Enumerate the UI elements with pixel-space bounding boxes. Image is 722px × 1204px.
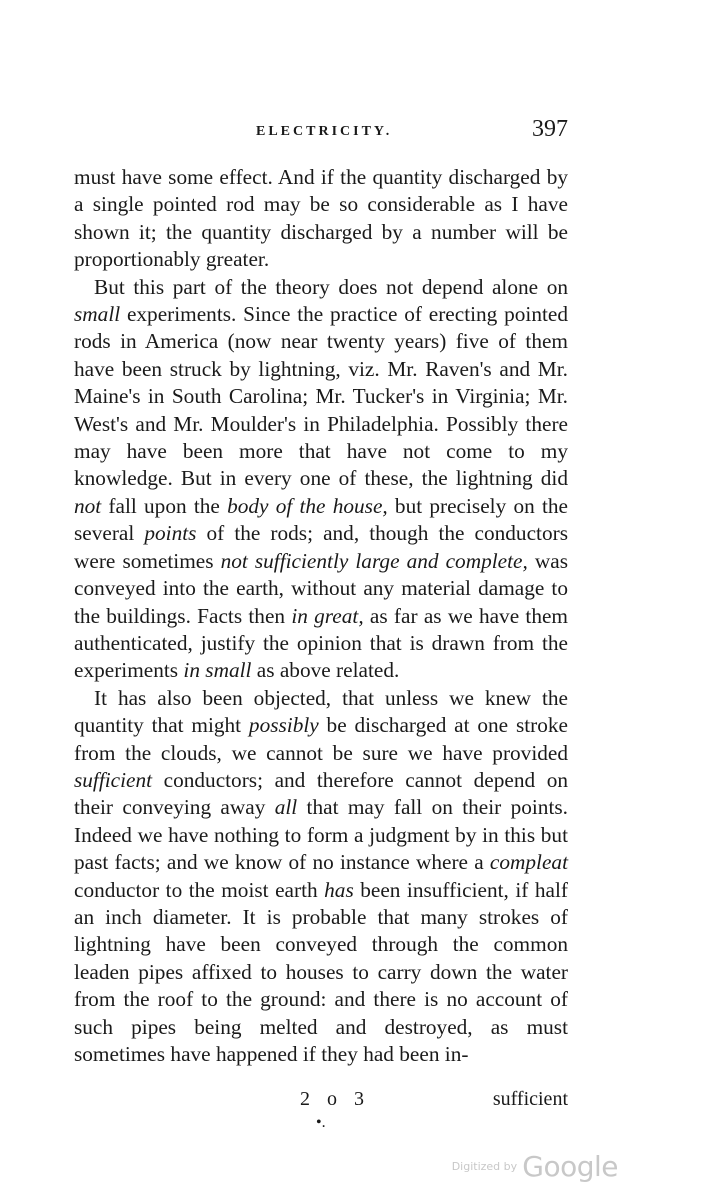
text-run: conductors; and therefore cannot depend on their conveying away [74,767,568,820]
digitized-watermark [452,1150,618,1183]
google-logo: Google [522,1150,618,1183]
text-run: been insufficient, if half an inch diameter. It is probable that many strokes of lightning have been conveyed through the common leaden pipes affixed to houses to carry down the water from the roof to the ground: and there is no account of such pipes being melted and destroyed, as must sometimes have happened if they had been in- [74,877,568,1066]
italic-run: in small [183,658,252,683]
italic-run: small [74,302,121,327]
italic-run: has [324,877,354,902]
printer-dot-mark: •. [316,1114,326,1131]
italic-run: possibly [248,713,319,738]
text-run: fall upon the [101,493,228,518]
paragraph [74,164,568,274]
italic-run: points [144,521,197,546]
text-run: But this part of the theory does not depend alone on [94,274,568,299]
text-run: as far as we have them authenticated, justify the opinion that is drawn from the experiments [74,603,568,683]
text-run: conductor to the moist earth [74,877,325,902]
signature-mark: 2 o 3 [300,1088,370,1110]
italic-run: body of the house, [227,493,388,518]
italic-run: not [74,493,102,518]
text-run: It has also been objected, that unless we knew the quantity that might [74,685,568,738]
paragraph [74,274,568,685]
text-run: was conveyed into the earth, without any material damage to the buildings. Facts then [74,548,568,628]
catchword: sufficient [492,1088,568,1110]
text-run: as above related. [251,658,400,683]
watermark-prefix: Digitized by [451,1160,518,1173]
paragraph [74,685,568,1069]
text-run: of the rods; and, though the conductors were sometimes [74,521,568,573]
text-run: must have some effect. And if the quantity discharged by a single pointed rod may be so considerable as I have shown it; the quantity discharged by a number will be proportionably greater. [74,165,568,272]
text-run: experiments. Since the practice of erecting pointed rods in America (now near twenty years) five of them have been struck by lightning, viz. Mr. Raven's and Mr. Maine's in South Carolina; Mr. Tucker's in Virginia; Mr. West's and Mr. Moulder's in Philadelphia. Possibly there may have been more that have not come to my knowledge. But in every one of these, the lightning did [74,302,568,491]
text-run: that may fall on their points. Indeed we have nothing to form a judgment by in this but past facts; and we know of no instance where a [74,795,568,875]
italic-run: not sufficiently large and complete, [220,548,528,573]
text-run: but precisely on the several [74,493,568,546]
text-run: be discharged at one stroke from the clouds, we cannot be sure we have provided [74,713,568,765]
italic-run: sufficient [74,767,153,792]
page-number: 397 [532,116,568,142]
running-title: ELECTRICITY. [256,124,393,139]
italic-run: all [274,795,298,820]
italic-run: compleat [489,850,568,875]
body-text [74,164,568,1068]
running-header [74,116,568,152]
italic-run: in great, [291,603,364,628]
